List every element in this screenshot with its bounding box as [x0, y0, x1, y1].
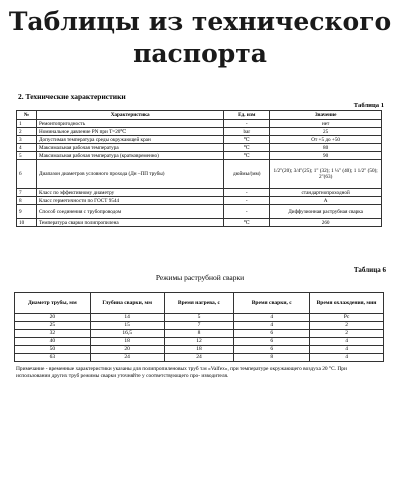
table-cell: А [270, 197, 382, 205]
table-row [17, 205, 382, 219]
table-row [17, 136, 382, 144]
table-cell: 2 [17, 128, 37, 136]
weld-table [14, 292, 384, 362]
table-cell: 63 [15, 354, 91, 362]
table-cell: Класс герметичности по ГОСТ 9544 [36, 197, 223, 205]
table-cell: 20 [15, 314, 91, 322]
table-header-row [17, 111, 382, 120]
table-header-row [15, 293, 384, 314]
table-cell: Номинальное давление PN при T=20℃ [36, 128, 223, 136]
table-cell: 6 [234, 330, 310, 338]
column-header: Время охлаждения, мин [310, 293, 384, 314]
table-cell: ℃ [224, 144, 270, 152]
table-row [17, 152, 382, 160]
weld-section [12, 262, 388, 477]
section-heading: 2. Технические характеристики [18, 92, 126, 101]
table-cell: 7 [164, 322, 234, 330]
table-cell: 90 [270, 152, 382, 160]
table-cell: 9 [17, 205, 37, 219]
table-row [17, 197, 382, 205]
table-cell: Ремонтопригодность [36, 120, 223, 128]
table-row [17, 189, 382, 197]
table-cell: Максимальная рабочая температура (кратковременно) [36, 152, 223, 160]
table-cell: 8 [17, 197, 37, 205]
column-header: Диаметр трубы, мм [15, 293, 91, 314]
table-row [17, 128, 382, 136]
table-row [15, 330, 384, 338]
table-cell: ℃ [224, 136, 270, 144]
table-row [17, 144, 382, 152]
table-row [17, 120, 382, 128]
table-cell: 8 [164, 330, 234, 338]
table-cell: 25 [15, 322, 91, 330]
table-cell: 24 [90, 354, 164, 362]
table-cell: Диапазон диаметров условного прохода (Дн –ПП трубы) [36, 160, 223, 189]
table-cell: 2 [310, 330, 384, 338]
column-header: Глубина сварки, мм [90, 293, 164, 314]
table-cell: Температура сварки полипропилена [36, 219, 223, 227]
table-row [17, 219, 382, 227]
table-label: Таблица 6 [353, 266, 386, 274]
table-cell: Допустимая температура среды окружающей кран [36, 136, 223, 144]
table-cell: нет [270, 120, 382, 128]
table-cell: 3 [17, 136, 37, 144]
table-cell: 20 [90, 346, 164, 354]
table-cell: 25 [270, 128, 382, 136]
column-header: Ед. изм [224, 111, 270, 120]
table-cell: 10 [17, 219, 37, 227]
table-cell: 4 [310, 338, 384, 346]
table-row [15, 338, 384, 346]
table-cell: ℃ [224, 152, 270, 160]
table-cell: 50 [15, 346, 91, 354]
table-cell: 5 [17, 152, 37, 160]
table-label: Таблица 1 [353, 102, 384, 109]
spec-section [12, 80, 388, 260]
table-cell: - [224, 189, 270, 197]
table-cell: 16,5 [90, 330, 164, 338]
column-header: Время сварки, с [234, 293, 310, 314]
table-cell: 5 [164, 314, 234, 322]
table-cell: 18 [90, 338, 164, 346]
table-cell: Диффузионная раструбная сварка [270, 205, 382, 219]
table-row [15, 346, 384, 354]
table-cell: 6 [17, 160, 37, 189]
table-cell: стандартнопроходной [270, 189, 382, 197]
table-cell: 40 [15, 338, 91, 346]
table-cell: 4 [234, 322, 310, 330]
table-cell: 4 [234, 314, 310, 322]
table-cell: От +5 до +50 [270, 136, 382, 144]
table-cell: 6 [234, 346, 310, 354]
table-row [17, 160, 382, 189]
table-cell: Способ соединения с трубопроводом [36, 205, 223, 219]
table-cell: 1 [17, 120, 37, 128]
column-header: Значение [270, 111, 382, 120]
column-header: Время нагрева, с [164, 293, 234, 314]
spec-table [16, 110, 382, 227]
table-row [15, 314, 384, 322]
table-cell: 18 [164, 346, 234, 354]
column-header: Характеристика [36, 111, 223, 120]
table-cell: 7 [17, 189, 37, 197]
table-row [15, 354, 384, 362]
table-title: Режимы раструбной сварки [155, 273, 245, 282]
table-cell: 4 [310, 354, 384, 362]
table-cell: 6 [234, 338, 310, 346]
table-cell: 2 [310, 322, 384, 330]
table-cell: 12 [164, 338, 234, 346]
column-header: № [17, 111, 37, 120]
table-cell: 32 [15, 330, 91, 338]
table-cell: 80 [270, 144, 382, 152]
page-title: Таблицы из технического паспорта [8, 7, 392, 68]
table-cell: 260 [270, 219, 382, 227]
table-cell: 4 [17, 144, 37, 152]
table-cell: 4 [310, 346, 384, 354]
table-cell: - [224, 120, 270, 128]
table-row [15, 322, 384, 330]
table-cell: Класс по эффективному диаметру [36, 189, 223, 197]
table-cell: 15 [90, 322, 164, 330]
table-cell: - [224, 197, 270, 205]
table-cell: 24 [164, 354, 234, 362]
table-cell: Максимальная рабочая температура [36, 144, 223, 152]
table-cell: дюймы/(мм) [224, 160, 270, 189]
table-cell: 1/2"(20); 3/4"(25); 1" (32); 1 ¼" (40); 1 1/2" (50); 2"(63) [270, 160, 382, 189]
table-cell: 14 [90, 314, 164, 322]
table-cell: bar [224, 128, 270, 136]
table-cell: ℃ [224, 219, 270, 227]
table-cell: - [224, 205, 270, 219]
table-cell: Рс [310, 314, 384, 322]
table-cell: 8 [234, 354, 310, 362]
table-note: Примечание - временные характеристики указаны для полипропиленовых труб т.м «Valfex», при температуре окружающего воздуха 20 °С. При использовании других труб режимы сварки уточняйте у соответствующего про- изводителя. [16, 366, 347, 379]
